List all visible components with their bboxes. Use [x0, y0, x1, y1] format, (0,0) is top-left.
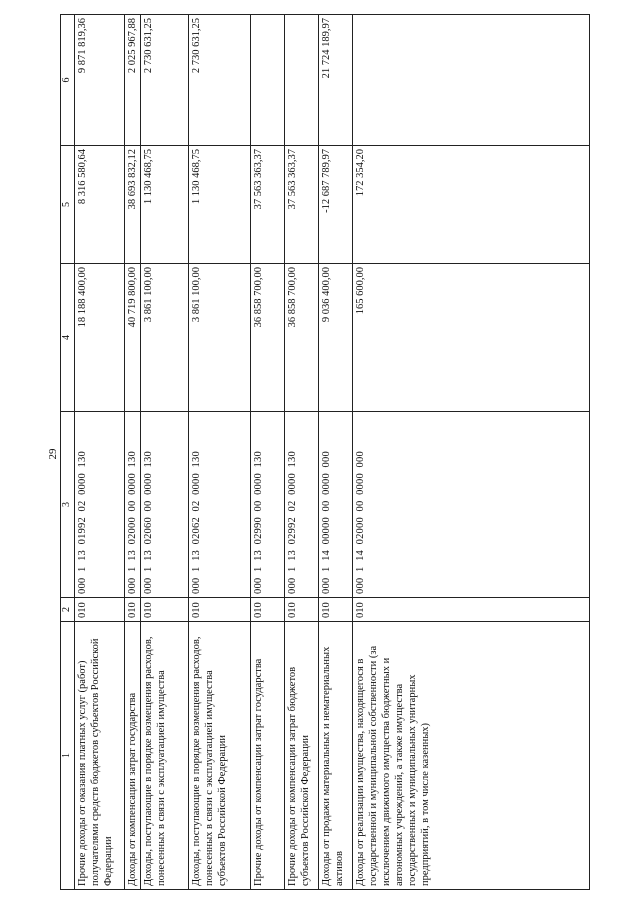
- row-admin-code: 010: [352, 598, 589, 622]
- table-row: [318, 15, 352, 890]
- row-col4: 9 036 400,00: [318, 264, 352, 412]
- row-col5: 8 316 580,64: [74, 146, 124, 264]
- rotated-table-layer: [60, 15, 590, 890]
- row-col6: 2 025 967,88: [124, 15, 140, 146]
- row-admin-code: 010: [318, 598, 352, 622]
- row-name: Прочие доходы от оказания платных услуг (работ) получателями средств бюджетов субъектов Российской Федерации: [74, 622, 124, 890]
- table-row: [140, 15, 188, 890]
- row-budget-code: 000 1 14 00000 00 0000 000: [318, 412, 352, 598]
- row-budget-code: 000 1 14 02000 00 0000 000: [352, 412, 589, 598]
- row-name: Прочие доходы от компенсации затрат бюджетов субъектов Российской Федерации: [284, 622, 318, 890]
- row-budget-code: 000 1 13 02062 02 0000 130: [188, 412, 250, 598]
- row-col5: 1 130 468,75: [140, 146, 188, 264]
- row-col6: [250, 15, 284, 146]
- row-col4: 165 600,00: [352, 264, 589, 412]
- table-row: [284, 15, 318, 890]
- header-cell-2: 2: [61, 598, 75, 622]
- row-budget-code: 000 1 13 02060 00 0000 130: [140, 412, 188, 598]
- row-col5: -12 687 789,97: [318, 146, 352, 264]
- revenue-table: [60, 14, 590, 890]
- row-col4: 18 188 400,00: [74, 264, 124, 412]
- row-col6: 21 724 189,97: [318, 15, 352, 146]
- row-admin-code: 010: [140, 598, 188, 622]
- row-col5: 172 354,20: [352, 146, 589, 264]
- row-col5: 38 693 832,12: [124, 146, 140, 264]
- row-admin-code: 010: [284, 598, 318, 622]
- report-table-container: [60, 15, 590, 890]
- row-name: Доходы от реализации имущества, находящегося в государственной и муниципальной собственности (за исключением движимого имущества бюджетных и автономных учреждений, а также имущества государственных и муниципальных унитарных предприятий, в том числе казенных): [352, 622, 589, 890]
- row-admin-code: 010: [188, 598, 250, 622]
- header-cell-1: 1: [61, 622, 75, 890]
- row-col6: [284, 15, 318, 146]
- row-admin-code: 010: [74, 598, 124, 622]
- row-admin-code: 010: [124, 598, 140, 622]
- row-budget-code: 000 1 13 02990 00 0000 130: [250, 412, 284, 598]
- row-col6: 2 730 631,25: [140, 15, 188, 146]
- row-col5: 1 130 468,75: [188, 146, 250, 264]
- page-number: 29: [47, 448, 59, 460]
- row-admin-code: 010: [250, 598, 284, 622]
- row-col4: 3 861 100,00: [188, 264, 250, 412]
- row-budget-code: 000 1 13 02000 00 0000 130: [124, 412, 140, 598]
- header-cell-6: 6: [61, 15, 75, 146]
- table-row: [250, 15, 284, 890]
- header-cell-3: 3: [61, 412, 75, 598]
- row-col4: 40 719 800,00: [124, 264, 140, 412]
- row-col6: 9 871 819,36: [74, 15, 124, 146]
- header-row: [61, 15, 75, 890]
- table-row: [124, 15, 140, 890]
- row-name: Доходы от компенсации затрат государства: [124, 622, 140, 890]
- row-name: Доходы от продажи материальных и нематериальных активов: [318, 622, 352, 890]
- row-col6: 2 730 631,25: [188, 15, 250, 146]
- row-col5: 37 563 363,37: [250, 146, 284, 264]
- row-col4: 3 861 100,00: [140, 264, 188, 412]
- table-row: [188, 15, 250, 890]
- row-col5: 37 563 363,37: [284, 146, 318, 264]
- header-cell-4: 4: [61, 264, 75, 412]
- row-budget-code: 000 1 13 02992 02 0000 130: [284, 412, 318, 598]
- row-col6: [352, 15, 589, 146]
- row-budget-code: 000 1 13 01992 02 0000 130: [74, 412, 124, 598]
- table-row: [352, 15, 589, 890]
- row-col4: 36 858 700,00: [284, 264, 318, 412]
- row-name: Доходы, поступающие в порядке возмещения расходов, понесенных в связи с эксплуатацией имущества субъектов Российской Федерации: [188, 622, 250, 890]
- row-name: Доходы, поступающие в порядке возмещения расходов, понесенных в связи с эксплуатацией имущества: [140, 622, 188, 890]
- table-row: [74, 15, 124, 890]
- header-cell-5: 5: [61, 146, 75, 264]
- row-col4: 36 858 700,00: [250, 264, 284, 412]
- row-name: Прочие доходы от компенсации затрат государства: [250, 622, 284, 890]
